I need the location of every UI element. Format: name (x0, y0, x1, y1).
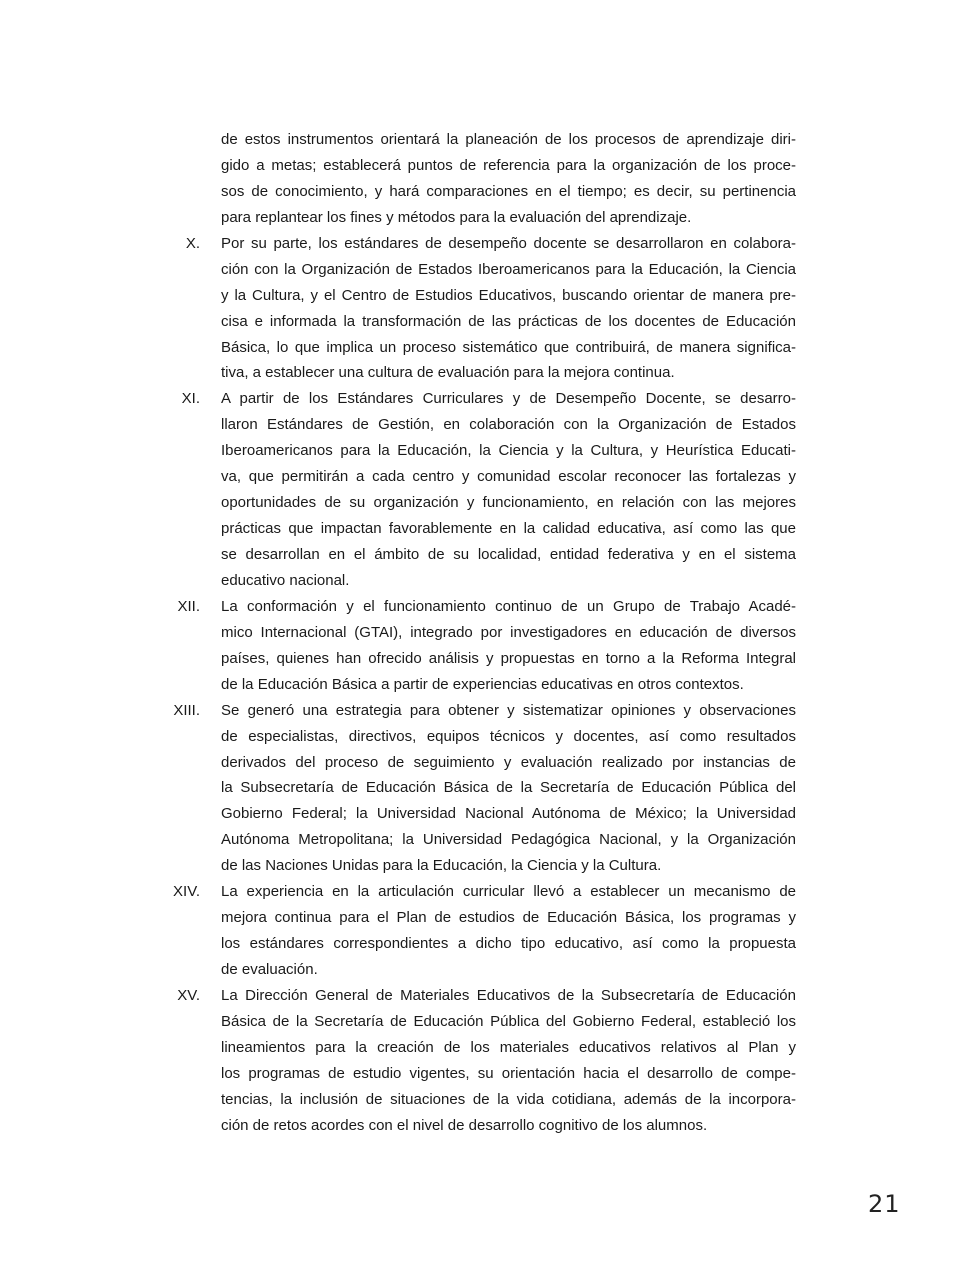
list-item (177, 594, 796, 698)
text-line: gido a metas; establecerá puntos de referencia para la organización de los proce- (221, 156, 796, 174)
list-item (177, 983, 796, 1139)
list-item (185, 231, 796, 387)
text-line: de especialistas, directivos, equipos técnicos y docentes, así como resultados (221, 727, 796, 745)
text-line: lineamientos para la creación de los materiales educativos relativos al Plan y (221, 1038, 796, 1056)
list-numeral: XIII. (173, 701, 200, 719)
text-line: derivados del proceso de seguimiento y evaluación realizado por instancias de (221, 753, 796, 771)
text-line: y la Cultura, y el Centro de Estudios Educativos, buscando orientar de manera pre- (221, 286, 796, 304)
text-line: va, que permitirán a cada centro y comunidad escolar reconocer las fortalezas y (221, 468, 796, 486)
text-line: la Subsecretaría de Educación Básica de la Secretaría de Educación Pública del (221, 779, 796, 797)
text-line: La experiencia en la articulación curricular llevó a establecer un mecanismo de (221, 883, 796, 901)
list-numeral: XI. (181, 390, 200, 408)
text-line: prácticas que impactan favorablemente en la calidad educativa, así como las que (221, 520, 796, 538)
page-number: 21 (868, 1190, 901, 1218)
text-line: Por su parte, los estándares de desempeño docente se desarrollaron en colabora- (221, 234, 796, 252)
text-line: Autónoma Metropolitana; la Universidad Pedagógica Nacional, y la Organización (221, 831, 796, 849)
list-item (173, 698, 796, 880)
text-line: de evaluación. (221, 961, 318, 978)
text-line: oportunidades de su organización y funcionamiento, en relación con las mejores (221, 494, 796, 512)
text-line: se desarrollan en el ámbito de su localidad, entidad federativa y en el sistema (221, 546, 796, 563)
list-numeral: X. (185, 234, 200, 252)
list-numeral: XV. (177, 986, 200, 1004)
text-line: de estos instrumentos orientará la planeación de los procesos de aprendizaje diri- (221, 131, 796, 148)
text-line: tencias, la inclusión de situaciones de la vida cotidiana, además de la incorpora- (221, 1090, 796, 1108)
text-line: La Dirección General de Materiales Educativos de la Subsecretaría de Educación (221, 986, 796, 1004)
text-line: mico Internacional (GTAI), integrado por investigadores en educación de diversos (221, 623, 796, 641)
text-line: los estándares correspondientes a dicho tipo educativo, así como la propuesta (221, 935, 796, 953)
text-line: educativo nacional. (221, 571, 350, 589)
text-line: de las Naciones Unidas para la Educación, la Ciencia y la Cultura. (221, 857, 662, 875)
text-line: países, quienes han ofrecido análisis y propuestas en torno a la Reforma Integral (221, 649, 796, 667)
list-numeral: XII. (177, 597, 200, 615)
text-line: ción de retos acordes con el nivel de desarrollo cognitivo de los alumnos. (221, 1116, 708, 1134)
text-line: cisa e informada la transformación de las prácticas de los docentes de Educación (221, 312, 796, 330)
text-line: los programas de estudio vigentes, su orientación hacia el desarrollo de compe- (221, 1064, 796, 1082)
text-line: Iberoamericanos para la Educación, la Ciencia y la Cultura, y Heurística Educati- (221, 442, 796, 460)
text-line: La conformación y el funcionamiento continuo de un Grupo de Trabajo Acadé- (221, 597, 796, 615)
text-line: para replantear los fines y métodos para la evaluación del aprendizaje. (221, 208, 692, 226)
list-item (181, 386, 796, 594)
list-item (173, 879, 796, 983)
document-body (173, 127, 796, 1139)
text-line: sos de conocimiento, y hará comparaciones en el tiempo; es decir, su pertinencia (221, 182, 796, 200)
text-line: Básica, lo que implica un proceso sistemático que contribuirá, de manera significa- (221, 338, 796, 356)
text-line: mejora continua para el Plan de estudios de Educación Básica, los programas y (221, 909, 796, 927)
text-line: tiva, a establecer una cultura de evaluación para la mejora continua. (221, 364, 675, 382)
text-line: ción con la Organización de Estados Iberoamericanos para la Educación, la Ciencia (221, 260, 796, 278)
text-line: A partir de los Estándares Curriculares y de Desempeño Docente, se desarro- (221, 390, 796, 408)
text-line: Gobierno Federal; la Universidad Nacional Autónoma de México; la Universidad (221, 805, 796, 823)
text-line: Se generó una estrategia para obtener y sistematizar opiniones y observaciones (221, 701, 796, 719)
text-line: llaron Estándares de Gestión, en colaboración con la Organización de Estados (221, 416, 796, 434)
intro-paragraph (221, 127, 796, 231)
text-line: Básica de la Secretaría de Educación Pública del Gobierno Federal, estableció los (221, 1012, 796, 1030)
list-numeral: XIV. (173, 883, 200, 901)
text-line: de la Educación Básica a partir de experiencias educativas en otros contextos. (221, 675, 744, 693)
